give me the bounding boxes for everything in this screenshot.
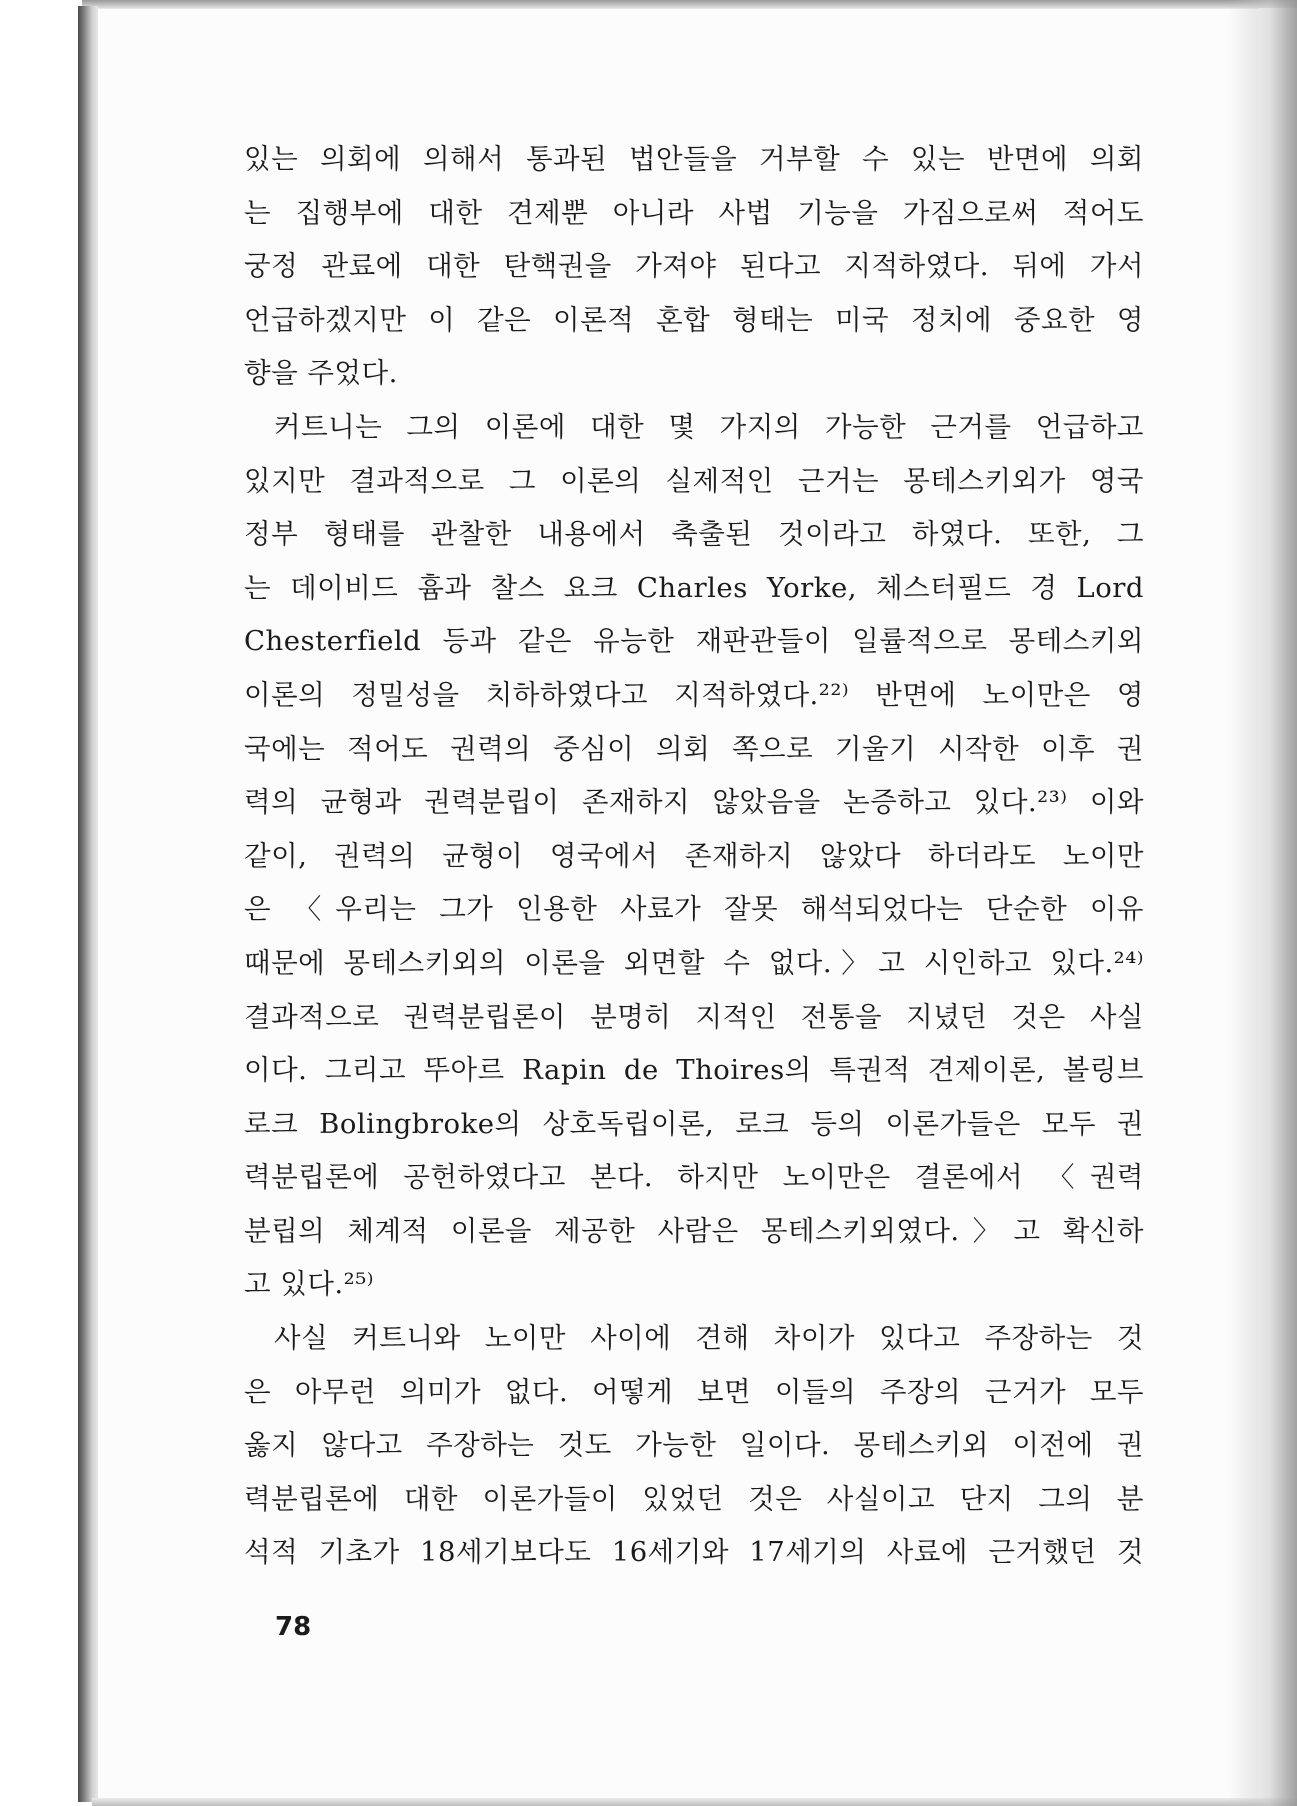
text-line: 옳지 않다고 주장하는 것도 가능한 일이다. 몽테스키외 이전에 권 xyxy=(244,1429,1144,1462)
text-line: 궁정 관료에 대한 탄핵권을 가져야 된다고 지적하였다. 뒤에 가서 xyxy=(244,250,1144,283)
text-line: 국에는 적어도 권력의 중심이 의회 쪽으로 기울기 시작한 이후 권 xyxy=(244,732,1144,765)
text-line: 고 있다.²⁵⁾ xyxy=(244,1268,374,1301)
text-line: 이다. 그리고 뚜아르 Rapin de Thoires의 특권적 견제이론, 볼링브 xyxy=(244,1054,1144,1087)
page-stack-left-edge xyxy=(78,6,98,1802)
text-line: 있는 의회에 의해서 통과된 법안들을 거부할 수 있는 반면에 의회 xyxy=(244,143,1144,175)
body-text xyxy=(244,133,1144,1580)
text-line: 은 아무런 의미가 없다. 어떻게 보면 이들의 주장의 근거가 모두 xyxy=(244,1375,1144,1408)
text-line: 분립의 체계적 이론을 제공한 사람은 몽테스키외였다.〉고 확신하 xyxy=(244,1214,1144,1247)
text-line: 있지만 결과적으로 그 이론의 실제적인 근거는 몽테스키외가 영국 xyxy=(244,464,1144,497)
text-line: 력분립론에 대한 이론가들이 있었던 것은 사실이고 단지 그의 분 xyxy=(244,1482,1144,1515)
text-line: 결과적으로 권력분립론이 분명히 지적인 전통을 지녔던 것은 사실 xyxy=(244,1000,1144,1033)
paragraph-start-line: 커트니는 그의 이론에 대한 몇 가지의 가능한 근거를 언급하고 xyxy=(274,410,1144,443)
text-line: 력의 균형과 권력분립이 존재하지 않았음을 논증하고 있다.²³⁾ 이와 xyxy=(244,786,1144,819)
text-line: 같이, 권력의 균형이 영국에서 존재하지 않았다 하더라도 노이만 xyxy=(244,839,1144,872)
text-line: 언급하겠지만 이 같은 이론적 혼합 형태는 미국 정치에 중요한 영 xyxy=(244,303,1144,336)
text-line: 정부 형태를 관찰한 내용에서 축출된 것이라고 하였다. 또한, 그 xyxy=(244,518,1144,551)
text-line: 석적 기초가 18세기보다도 16세기와 17세기의 사료에 근거했던 것 xyxy=(244,1536,1144,1569)
page-stack-top-edge xyxy=(82,0,1297,8)
page-number: 78 xyxy=(275,1612,312,1642)
page-stack-bottom-edge xyxy=(92,1798,1297,1806)
text-line: 로크 Bolingbroke의 상호독립이론, 로크 등의 이론가들은 모두 권 xyxy=(244,1107,1144,1140)
paragraph-start-line: 사실 커트니와 노이만 사이에 견해 차이가 있다고 주장하는 것 xyxy=(274,1322,1144,1355)
text-line: 력분립론에 공헌하였다고 본다. 하지만 노이만은 결론에서 〈권력 xyxy=(244,1161,1144,1194)
text-line: 때문에 몽테스키외의 이론을 외면할 수 없다.〉고 시인하고 있다.²⁴⁾ xyxy=(244,946,1144,979)
page-shadow xyxy=(1227,0,1297,1806)
text-line: 는 데이비드 흄과 찰스 요크 Charles Yorke, 체스터필드 경 Lord xyxy=(244,571,1144,604)
text-line: Chesterfield 등과 같은 유능한 재판관들이 일률적으로 몽테스키외 xyxy=(244,625,1144,658)
text-line: 이론의 정밀성을 치하하였다고 지적하였다.²²⁾ 반면에 노이만은 영 xyxy=(244,678,1144,711)
text-line: 은 〈우리는 그가 인용한 사료가 잘못 해석되었다는 단순한 이유 xyxy=(244,893,1144,926)
text-line: 향을 주었다. xyxy=(244,357,398,390)
text-line: 는 집행부에 대한 견제뿐 아니라 사법 기능을 가짐으로써 적어도 xyxy=(244,196,1144,229)
